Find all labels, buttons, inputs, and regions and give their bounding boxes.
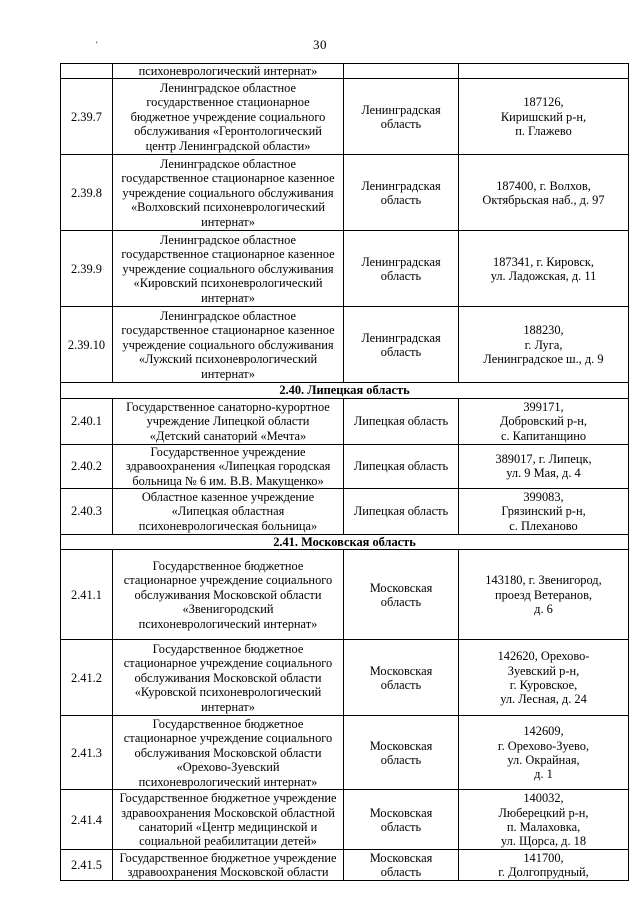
row-number: 2.40.3 <box>61 489 113 535</box>
address-line: 187400, г. Волхов, <box>496 178 591 193</box>
address-line: 142620, Орехово- <box>497 649 590 664</box>
address <box>459 489 629 535</box>
address-line: Октябрьская наб., д. 97 <box>482 192 605 207</box>
region-line: область <box>380 594 422 609</box>
address-line: ул. Лесная, д. 24 <box>500 692 587 707</box>
institution-name-line: интернат» <box>201 699 255 714</box>
address-line: ул. 9 Мая, д. 4 <box>506 466 581 481</box>
institution-name <box>113 489 344 535</box>
region <box>344 398 459 444</box>
institution-name-line: Государственное бюджетное учреждение <box>119 791 337 806</box>
address-line: Грязинский р-н, <box>501 504 586 519</box>
region-line: Ленинградская <box>361 178 441 193</box>
table-row <box>61 790 629 850</box>
region <box>344 155 459 231</box>
table-row <box>61 307 629 383</box>
address <box>459 79 629 155</box>
row-number: 2.41.3 <box>61 716 113 790</box>
address <box>459 550 629 640</box>
address-line: Добровский р-н, <box>499 414 588 429</box>
address-line: 141700, <box>523 851 564 866</box>
institution-name-line: учреждение социального обслуживания <box>122 185 334 200</box>
institution-name-line: «Звенигородский <box>182 602 274 617</box>
region <box>344 307 459 383</box>
region-line: Липецкая область <box>353 504 449 519</box>
region-line: Ленинградская <box>361 330 441 345</box>
institution-name-line: Государственное бюджетное <box>152 641 304 656</box>
institution-name <box>113 231 344 307</box>
institution-name-line: обслуживания Московской области <box>134 745 322 760</box>
address-line: Киришский р-н, <box>500 109 587 124</box>
institution-name-line: Ленинградское областное <box>160 232 296 247</box>
address <box>459 231 629 307</box>
institution-name-line: здравоохранения Московской областной <box>121 805 335 820</box>
institution-name-line: «Кировский психоневрологический <box>133 276 323 291</box>
table-row <box>61 640 629 716</box>
institution-name-line: здравоохранения Московской области <box>127 865 329 880</box>
address-line: с. Плеханово <box>509 518 578 533</box>
institution-name-line: интернат» <box>201 214 255 229</box>
institution-name-line: «Лужский психоневрологический <box>138 352 318 367</box>
region <box>344 231 459 307</box>
region-line: область <box>380 116 422 131</box>
address-line: ул. Щорса, д. 18 <box>500 834 587 849</box>
address-line: г. Долгопрудный, <box>498 865 589 880</box>
institution-name-line: «Куровской психоневрологический <box>134 685 322 700</box>
address-line: д. 1 <box>534 767 553 782</box>
address-line: 389017, г. Липецк, <box>495 452 592 467</box>
institution-name <box>113 79 344 155</box>
institution-name-line: Государственное санаторно-курортное <box>126 399 330 414</box>
address <box>459 850 629 881</box>
address <box>459 640 629 716</box>
row-number <box>61 64 113 79</box>
institution-name-line: Ленинградское областное <box>160 80 296 95</box>
region-line: Ленинградская <box>361 102 441 117</box>
region-line: Московская <box>369 663 433 678</box>
table-row <box>61 231 629 307</box>
institution-name-line: «Детский санаторий «Мечта» <box>149 428 307 443</box>
section-title: 2.41. Московская область <box>61 535 629 550</box>
row-number: 2.41.5 <box>61 850 113 881</box>
institution-name-line: государственное стационарное казенное <box>121 247 335 262</box>
address-line: п. Глажево <box>515 124 572 139</box>
address <box>459 64 629 79</box>
institution-name-line: стационарное учреждение социального <box>123 656 333 671</box>
table-row <box>61 716 629 790</box>
row-number: 2.39.7 <box>61 79 113 155</box>
region-line: Московская <box>369 738 433 753</box>
region <box>344 64 459 79</box>
region <box>344 444 459 488</box>
institutions-table <box>60 63 629 881</box>
institution-name-line: Областное казенное учреждение <box>141 489 315 504</box>
address <box>459 155 629 231</box>
institution-name-line: интернат» <box>201 290 255 305</box>
address <box>459 307 629 383</box>
address-line: г. Куровское, <box>509 677 578 692</box>
table-row <box>61 850 629 881</box>
institution-name-line: государственное стационарное <box>146 95 310 110</box>
address-line: проезд Ветеранов, <box>494 587 593 602</box>
region-line: Московская <box>369 851 433 866</box>
region <box>344 550 459 640</box>
institution-name-line: Ленинградское областное <box>160 308 296 323</box>
address-line: 187341, г. Кировск, <box>493 254 594 269</box>
row-number: 2.39.9 <box>61 231 113 307</box>
region-line: область <box>380 677 422 692</box>
institution-name-line: Государственное бюджетное <box>152 558 304 573</box>
institution-name-line: интернат» <box>201 366 255 381</box>
institution-name <box>113 155 344 231</box>
institution-name-line: психоневрологический интернат» <box>138 774 318 789</box>
institution-name <box>113 640 344 716</box>
address-line: 187126, <box>523 95 564 110</box>
institution-name-line: государственное стационарное казенное <box>121 323 335 338</box>
table-row <box>61 550 629 640</box>
institution-name-line: Государственное учреждение <box>150 444 306 459</box>
institution-name-line: «Орехово-Зуевский <box>176 760 280 775</box>
address-line: 142609, <box>523 724 564 739</box>
region-line: область <box>380 865 422 880</box>
institution-name-line: психоневрологическая больница» <box>138 518 318 533</box>
address <box>459 398 629 444</box>
region <box>344 850 459 881</box>
scan-mark: ' <box>96 40 98 50</box>
institution-name-line: центр Ленинградской области» <box>145 138 311 153</box>
institution-name-line: больница № 6 им. В.В. Макущенко» <box>132 473 324 488</box>
section-header-row <box>61 535 629 550</box>
institution-name-line: Государственное бюджетное <box>152 716 304 731</box>
row-number: 2.39.8 <box>61 155 113 231</box>
institution-name-line: Государственное бюджетное учреждение <box>119 851 337 866</box>
address-line: 399171, <box>523 399 564 414</box>
institution-name-line: «Липецкая областная <box>171 504 285 519</box>
address-line: 140032, <box>523 791 564 806</box>
region <box>344 79 459 155</box>
region-line: область <box>380 268 422 283</box>
institution-name <box>113 398 344 444</box>
address <box>459 790 629 850</box>
section-title: 2.40. Липецкая область <box>61 383 629 398</box>
address-line: Зуевский р-н, <box>507 663 580 678</box>
address-line: ул. Окрайная, <box>507 752 580 767</box>
institution-name-line: психоневрологический интернат» <box>138 64 318 78</box>
institution-name-line: Ленинградское областное <box>160 156 296 171</box>
institution-name-line: бюджетное учреждение социального <box>130 109 326 124</box>
address-line: Люберецкий р-н, <box>498 805 589 820</box>
institution-name-line: учреждение социального обслуживания <box>122 337 334 352</box>
address-line: 188230, <box>523 323 564 338</box>
region <box>344 640 459 716</box>
region-line: Московская <box>369 805 433 820</box>
institution-name <box>113 790 344 850</box>
institution-name-line: «Волховский психоневрологический <box>130 200 326 215</box>
institution-name <box>113 444 344 488</box>
institution-name <box>113 550 344 640</box>
address-line: д. 6 <box>534 602 553 617</box>
region <box>344 790 459 850</box>
row-number: 2.41.4 <box>61 790 113 850</box>
address-line: ул. Ладожская, д. 11 <box>490 268 597 283</box>
institution-name-line: обслуживания «Геронтологический <box>134 124 322 139</box>
address-line: г. Орехово-Зуево, <box>497 738 590 753</box>
row-number: 2.41.2 <box>61 640 113 716</box>
institution-name-line: учреждение социального обслуживания <box>122 261 334 276</box>
institution-name-line: санаторий «Центр медицинской и <box>138 819 318 834</box>
region-line: Липецкая область <box>353 414 449 429</box>
table-row <box>61 155 629 231</box>
institution-name-line: обслуживания Московской области <box>134 670 322 685</box>
address-line: 143180, г. Звенигород, <box>485 573 602 588</box>
region <box>344 716 459 790</box>
institution-name-line: стационарное учреждение социального <box>123 573 333 588</box>
institution-name-line: стационарное учреждение социального <box>123 731 333 746</box>
table-row <box>61 398 629 444</box>
page-number: 30 <box>313 37 327 52</box>
institution-name <box>113 850 344 881</box>
region-line: Московская <box>369 580 433 595</box>
institution-name-line: обслуживания Московской области <box>134 587 322 602</box>
institution-name <box>113 64 344 79</box>
institution-name-line: учреждение Липецкой области <box>146 414 310 429</box>
institution-name <box>113 307 344 383</box>
row-number: 2.41.1 <box>61 550 113 640</box>
region-line: область <box>380 752 422 767</box>
address-line: 399083, <box>523 489 564 504</box>
institution-name-line: здравоохранения «Липецкая городская <box>125 459 331 474</box>
institution-name-line: психоневрологический интернат» <box>138 616 318 631</box>
institution-name-line: государственное стационарное казенное <box>121 171 335 186</box>
table-row <box>61 79 629 155</box>
address-line: г. Луга, <box>524 337 563 352</box>
address-line: Ленинградское ш., д. 9 <box>483 352 604 367</box>
region-line: область <box>380 192 422 207</box>
region-line: Липецкая область <box>353 459 449 474</box>
row-number: 2.40.1 <box>61 398 113 444</box>
region-line: Ленинградская <box>361 254 441 269</box>
table-row <box>61 64 629 79</box>
region-line: область <box>380 344 422 359</box>
row-number: 2.40.2 <box>61 444 113 488</box>
address-line: с. Капитанщино <box>500 428 587 443</box>
table-row <box>61 444 629 488</box>
region <box>344 489 459 535</box>
row-number: 2.39.10 <box>61 307 113 383</box>
section-header-row <box>61 383 629 398</box>
region-line: область <box>380 819 422 834</box>
institution-name-line: социальной реабилитации детей» <box>139 834 317 849</box>
address <box>459 716 629 790</box>
institution-name <box>113 716 344 790</box>
table-row <box>61 489 629 535</box>
table-body <box>61 64 629 881</box>
address <box>459 444 629 488</box>
address-line: п. Малаховка, <box>506 819 581 834</box>
